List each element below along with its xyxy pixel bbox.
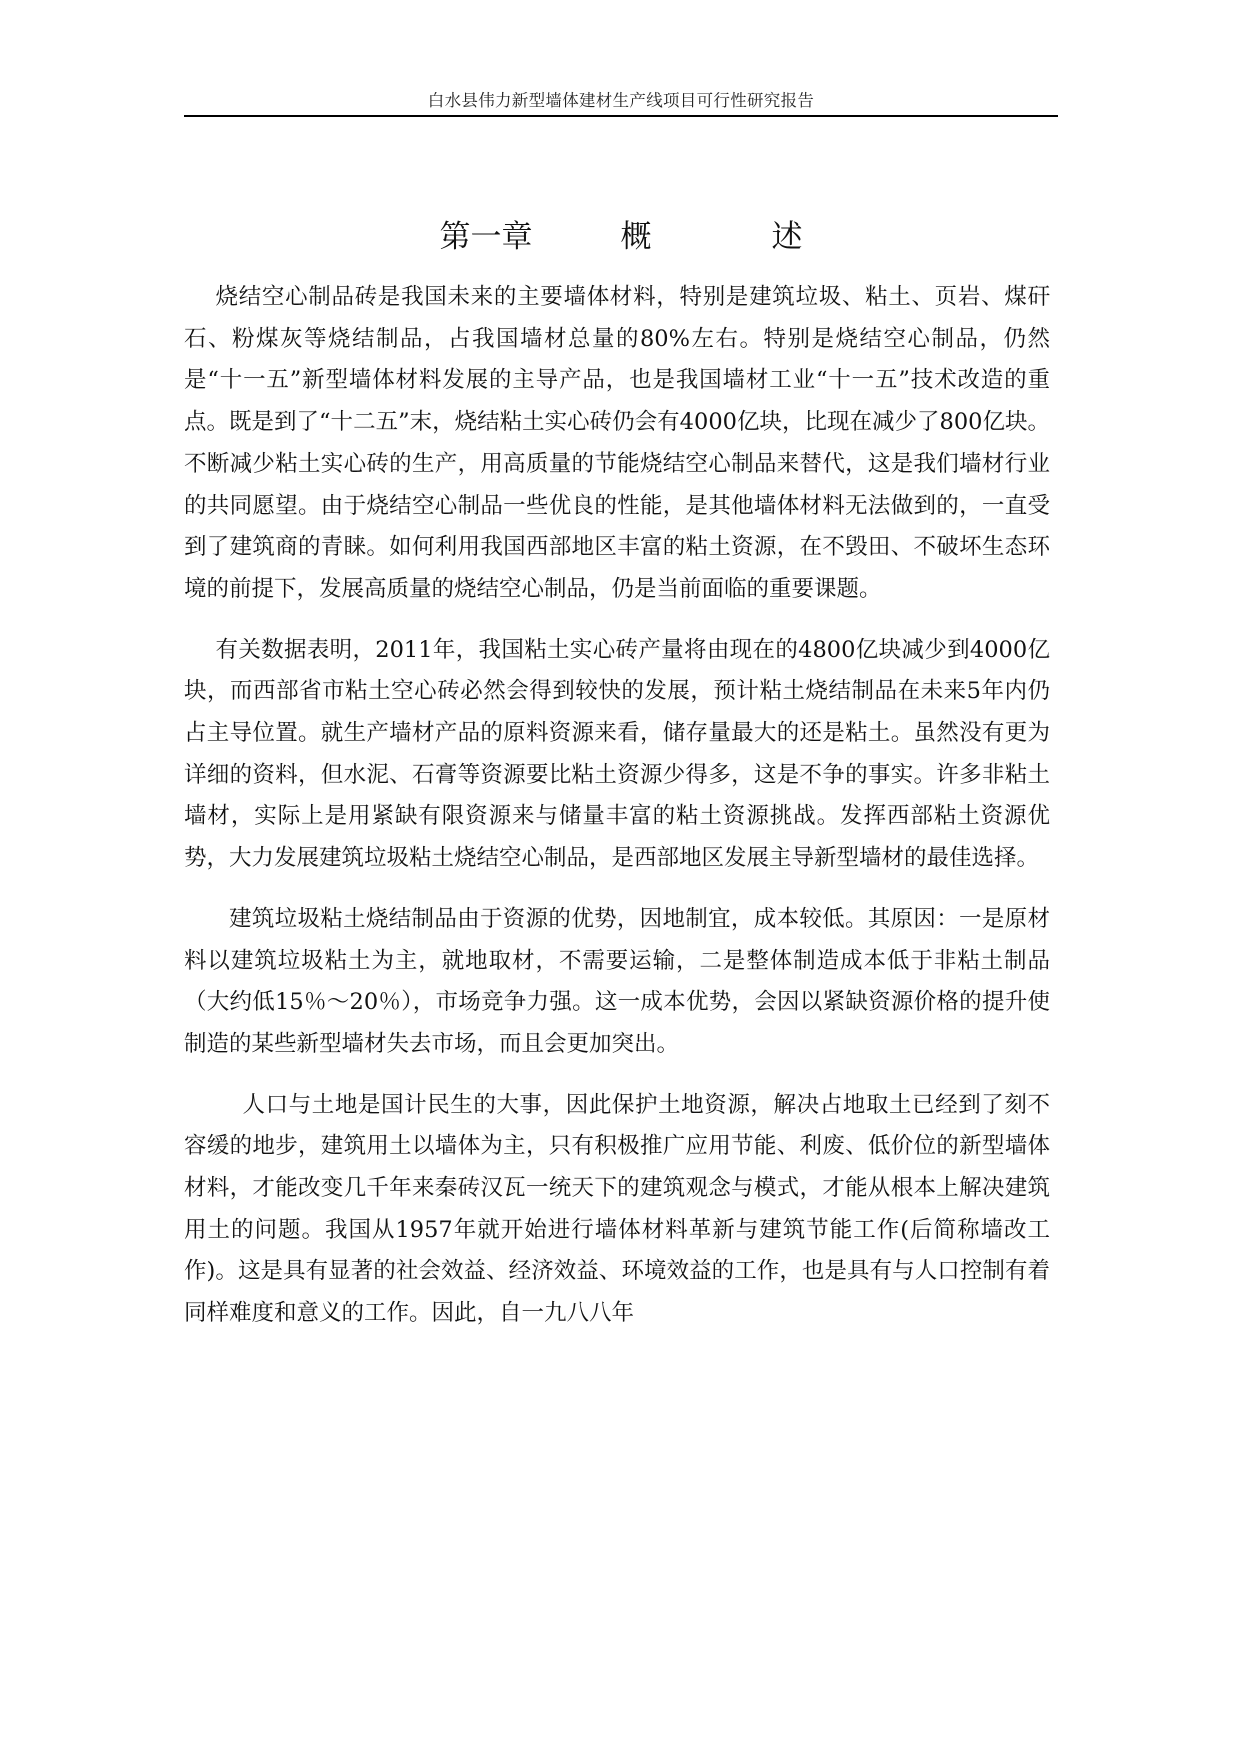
paragraph-2: 有关数据表明，2011年，我国粘土实心砖产量将由现在的4800亿块减少到4000亿块，而西部省市粘土空心砖必然会得到较快的发展，预计粘土烧结制品在未来5年内仍占主导位置。就生产墙材产品的原料资源来看，储存量最大的还是粘土。虽然没有更为详细的资料，但水泥、石膏等资源要比粘土资源少得多，这是不争的事实。许多非粘土墙材，实际上是用紧缺有限资源来与储量丰富的粘土资源挑战。发挥西部粘土资源优势，大力发展建筑垃圾粘土烧结空心制品，是西部地区发展主导新型墙材的最佳选择。	[184, 636, 1050, 872]
chapter-title-char-2: 述	[771, 218, 803, 255]
running-header: 白水县伟力新型墙体建材生产线项目可行性研究报告	[427, 91, 815, 110]
chapter-title	[184, 206, 1058, 260]
header-divider	[184, 115, 1058, 117]
paragraph-1: 烧结空心制品砖是我国未来的主要墙体材料，特别是建筑垃圾、粘土、页岩、煤矸石、粉煤灰等烧结制品，占我国墙材总量的80%左右。特别是烧结空心制品，仍然是“十一五”新型墙体材料发展的主导产品，也是我国墙材工业“十一五”技术改造的重点。既是到了“十二五”末，烧结粘土实心砖仍会有4000亿块，比现在减少了800亿块。不断减少粘土实心砖的生产，用高质量的节能烧结空心制品来替代，这是我们墙材行业的共同愿望。由于烧结空心制品一些优良的性能，是其他墙体材料无法做到的，一直受到了建筑商的青睐。如何利用我国西部地区丰富的粘土资源，在不毁田、不破坏生态环境的前提下，发展高质量的烧结空心制品，仍是当前面临的重要课题。	[184, 284, 1050, 602]
paragraph-4: 人口与土地是国计民生的大事，因此保护土地资源，解决占地取土已经到了刻不容缓的地步，建筑用土以墙体为主，只有积极推广应用节能、利废、低价位的新型墙体材料，才能改变几千年来秦砖汉瓦一统天下的建筑观念与模式，才能从根本上解决建筑用土的问题。我国从1957年就开始进行墙体材料革新与建筑节能工作(后简称墙改工作)。这是具有显著的社会效益、经济效益、环境效益的工作，也是具有与人口控制有着同样难度和意义的工作。因此，自一九八八年	[184, 1091, 1050, 1327]
chapter-body	[184, 277, 1050, 1354]
paragraph-3: 建筑垃圾粘土烧结制品由于资源的优势，因地制宜，成本较低。其原因：一是原材料以建筑垃圾粘土为主，就地取材，不需要运输，二是整体制造成本低于非粘土制品（大约低15％～20％），市场竞争力强。这一成本优势，会因以紧缺资源价格的提升使制造的某些新型墙材失去市场，而且会更加突出。	[184, 905, 1050, 1057]
chapter-title-char-1: 概	[620, 218, 652, 255]
chapter-number: 第一章	[439, 218, 533, 255]
